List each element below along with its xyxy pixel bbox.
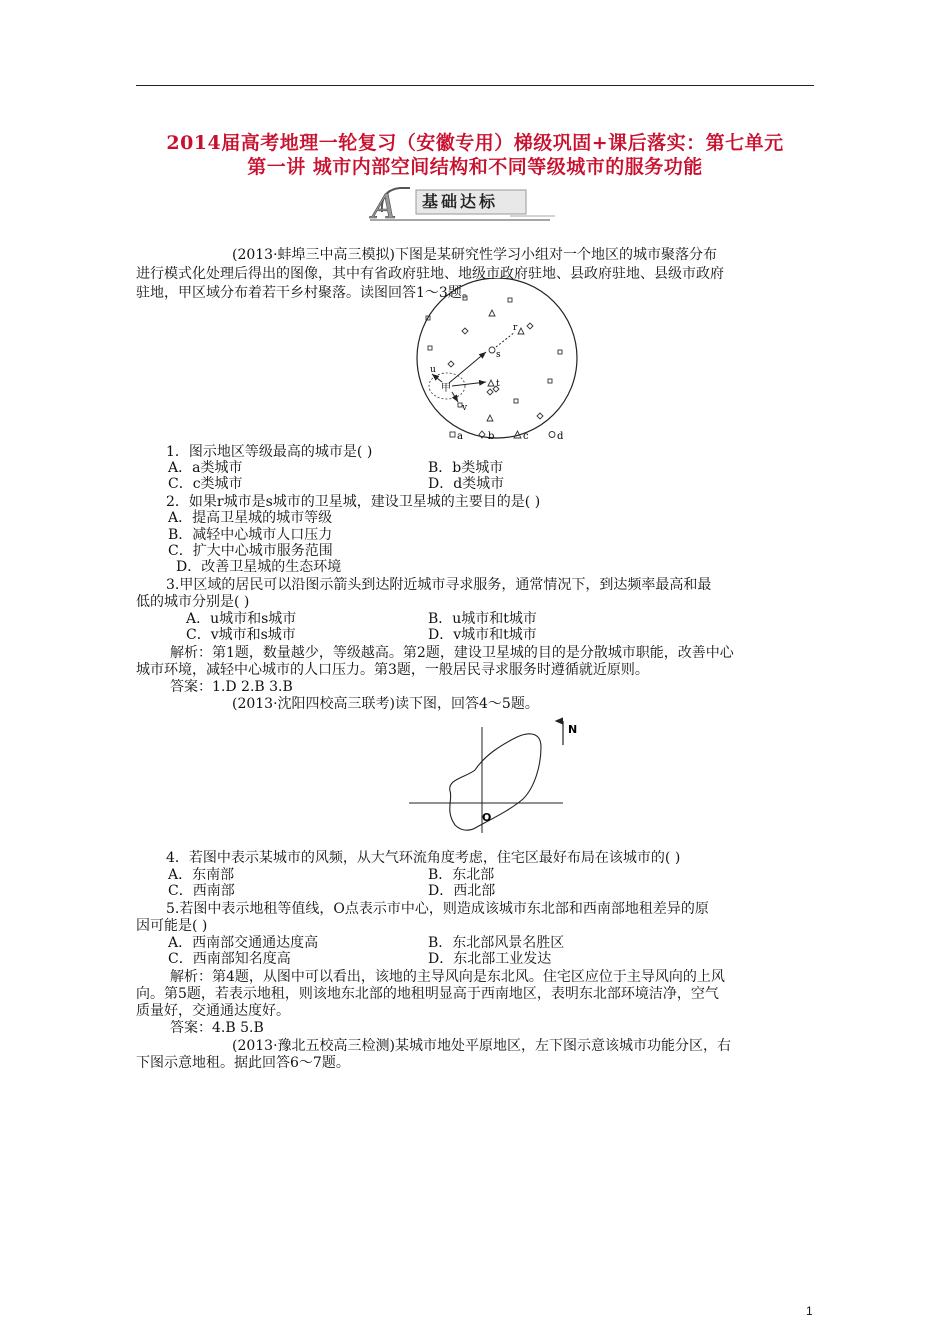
q2-stem: 2．如果r城市是s城市的卫星城，建设卫星城的主要目的是( ) (166, 494, 541, 510)
dashed-link-s-r (496, 332, 515, 347)
answer1: 答案：1.D 2.B 3.B (170, 679, 293, 695)
q1-option-a: A．a类城市 (168, 460, 243, 476)
q3-stem-line1: 3.甲区域的居民可以沿图示箭头到达附近城市寻求服务，通常情况下，到达频率最高和最 (166, 577, 712, 593)
q5-stem-line2: 因可能是( ) (136, 918, 208, 934)
q3-option-b: B．u城市和t城市 (428, 611, 537, 627)
legend-b: b (488, 431, 495, 442)
city-s-label: s (496, 350, 501, 360)
q3-stem-line2: 低的城市分别是( ) (136, 594, 250, 610)
q1-option-b: B．b类城市 (428, 460, 504, 476)
arrow-to-v (452, 392, 458, 402)
q5-stem-line1: 5.若图中表示地租等值线，O点表示市中心，则造成该城市东北部和西南部地租差异的原 (166, 901, 709, 917)
intro1-line3: 驻地，甲区域分布着若干乡村聚落。读图回答1～3题。 (136, 285, 476, 301)
q3-option-d: D．v城市和t城市 (428, 627, 537, 643)
city-r-label: r (513, 323, 518, 333)
q2-option-c: C．扩大中心城市服务范围 (168, 543, 333, 559)
intro3-line2: 下图示意地租。据此回答6～7题。 (136, 1055, 350, 1071)
analysis2-line3: 质量好，交通通达度好。 (136, 1003, 290, 1019)
q4-option-b: B．东北部 (428, 867, 495, 883)
q2-option-d: D．改善卫星城的生态环境 (176, 559, 342, 575)
header-rule (136, 85, 814, 86)
q2-option-b: B．减轻中心城市人口压力 (168, 527, 333, 543)
legend-d: d (557, 431, 564, 442)
type-c-cities (487, 310, 524, 421)
q5-option-a: A．西南部交通通达度高 (168, 935, 319, 951)
q1-stem: 1．图示地区等级最高的城市是( ) (166, 444, 373, 460)
q2-option-a: A．提高卫星城的城市等级 (168, 510, 333, 526)
intro2: (2013·沈阳四校高三联考)读下图，回答4～5题。 (232, 696, 539, 712)
city-v-label: v (462, 403, 468, 413)
svg-text:A: A (372, 187, 397, 224)
q3-option-c: C．v城市和s城市 (186, 627, 296, 643)
legend-a: a (457, 431, 463, 442)
banner-label: 基础达标 (422, 192, 499, 211)
settlement-legend (448, 428, 578, 442)
answer2: 答案：4.B 5.B (170, 1020, 264, 1036)
intro1-line1: (2013·蚌埠三中高三模拟)下图是某研究性学习小组对一个地区的城市聚落分布 (232, 247, 718, 263)
q4-option-c: C．西南部 (168, 883, 235, 899)
analysis2-line2: 向。第5题，若表示地租，则该地东北部的地租明显高于西南地区，表明东北部环境洁净，空气 (136, 986, 719, 1002)
intro1-line2: 进行模式化处理后得出的图像，其中有省政府驻地、地级市政府驻地、县政府驻地、县级市政府 (136, 266, 724, 282)
q1-option-d: D．d类城市 (428, 476, 505, 492)
arrow-to-s (449, 352, 486, 383)
analysis1-line1: 解析：第1题，数量越少，等级越高。第2题，建设卫星城的目的是分散城市职能，改善中心 (170, 645, 734, 661)
type-d-city (489, 347, 495, 353)
settlement-diagram (412, 278, 582, 448)
q5-option-c: C．西南部知名度高 (168, 951, 291, 967)
contour-diagram (405, 715, 585, 835)
region-jia-label: 甲 (441, 383, 451, 394)
q1-option-c: C．c类城市 (168, 476, 243, 492)
q3-option-a: A．u城市和s城市 (186, 611, 297, 627)
city-t-label: t (496, 379, 500, 389)
q5-option-b: B．东北部风景名胜区 (428, 935, 565, 951)
section-banner (360, 182, 560, 224)
page-number: 1 (806, 1304, 813, 1318)
q4-option-a: A．东南部 (168, 867, 235, 883)
arrow-to-u (432, 374, 442, 382)
document-title-line2: 第一讲 城市内部空间结构和不同等级城市的服务功能 (247, 156, 703, 178)
analysis1-line2: 城市环境，减轻中心城市的人口压力。第3题，一般居民寻求服务时遵循就近原则。 (136, 662, 649, 678)
city-u-label: u (430, 365, 436, 375)
q4-option-d: D．西北部 (428, 883, 496, 899)
origin-label: O (482, 811, 492, 824)
analysis2-line1: 解析：第4题，从图中可以看出，该地的主导风向是东北风。住宅区应位于主导风向的上风 (170, 969, 725, 985)
q4-stem: 4．若图中表示某城市的风频，从大气环流角度考虑，住宅区最好布局在该城市的( ) (166, 850, 681, 866)
q5-option-d: D．东北部工业发达 (428, 951, 552, 967)
arrow-to-t (452, 382, 486, 386)
intro3-line1: (2013·豫北五校高三检测)某城市地处平原地区，左下图示意该城市功能分区，右 (232, 1038, 732, 1054)
document-title-line1: 2014届高考地理一轮复习（安徽专用）梯级巩固+课后落实：第七单元 (166, 132, 784, 154)
contour-line (450, 734, 541, 830)
north-label: N (568, 723, 578, 736)
legend-c: c (523, 431, 529, 442)
